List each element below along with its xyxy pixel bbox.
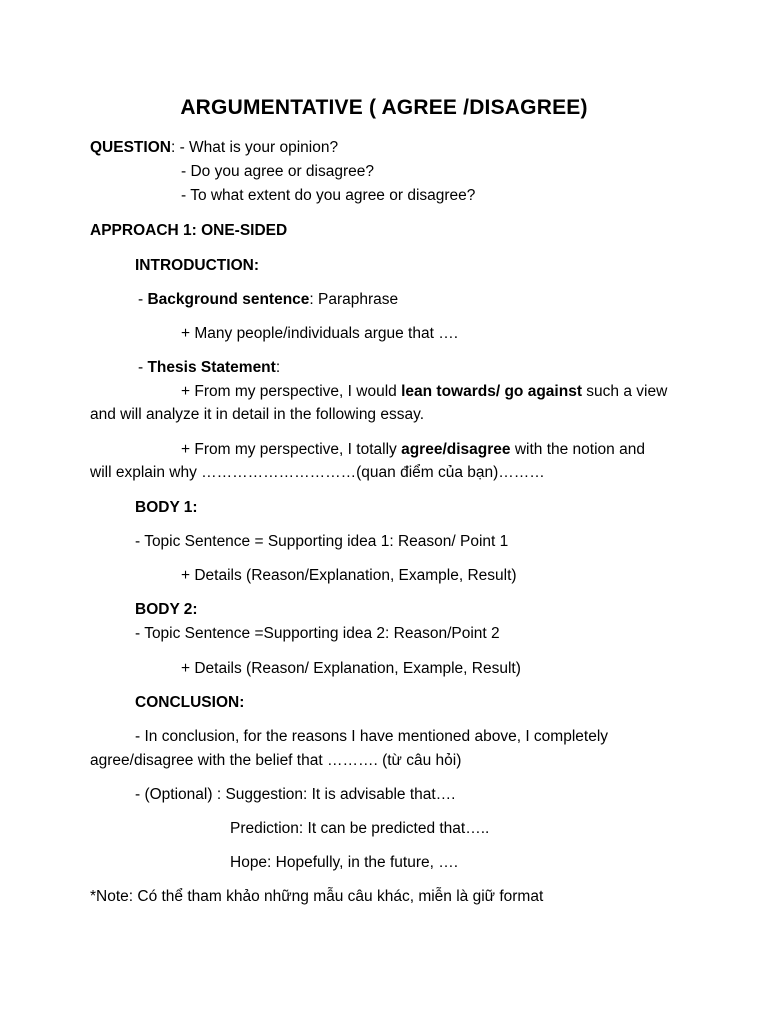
thesis-statement-line	[138, 358, 280, 378]
thesis1-text-a: + From my perspective, I would	[181, 383, 402, 400]
thesis1-separator: /	[495, 383, 505, 400]
body1-details: + Details (Reason/Explanation, Example, Result)	[181, 567, 517, 584]
thesis1-bold-lean: lean towards	[401, 383, 496, 400]
thesis-label: Thesis Statement	[147, 359, 276, 376]
thesis1-text-c: such a view	[581, 383, 668, 400]
question-line-3: - To what extent do you agree or disagree?	[181, 187, 476, 204]
conclusion-optional: - (Optional) : Suggestion: It is advisable that….	[135, 786, 456, 803]
document-title: ARGUMENTATIVE ( AGREE /DISAGREE)	[180, 96, 588, 119]
background-text: : Paraphrase	[309, 291, 399, 308]
thesis1-bold-against: go against	[504, 383, 582, 400]
question-line-2: - Do you agree or disagree?	[181, 163, 375, 180]
footnote: *Note: Có thể tham khảo những mẫu câu khác, miễn là giữ format	[90, 888, 544, 905]
thesis2-bold: agree/disagree	[401, 441, 511, 458]
question-text-1: : - What is your opinion?	[170, 139, 339, 156]
thesis-option-2-continued: will explain why …………………………(quan điểm của bạn)………	[90, 464, 545, 481]
body2-heading: BODY 2:	[135, 601, 198, 618]
conclusion-prediction: Prediction: It can be predicted that…..	[230, 820, 490, 837]
background-label: Background sentence	[147, 291, 310, 308]
question-line-1	[90, 138, 338, 158]
thesis-option-1-continued: and will analyze it in detail in the following essay.	[90, 406, 425, 423]
thesis-option-2	[181, 440, 645, 460]
thesis-option-1	[181, 382, 667, 402]
conclusion-heading: CONCLUSION:	[135, 694, 245, 711]
introduction-heading: INTRODUCTION:	[135, 257, 259, 274]
thesis2-text-c: with the notion and	[510, 441, 645, 458]
background-example: + Many people/individuals argue that ….	[181, 325, 459, 342]
conclusion-hope: Hope: Hopefully, in the future, ….	[230, 854, 459, 871]
thesis-colon: :	[275, 359, 281, 376]
body1-topic: - Topic Sentence = Supporting idea 1: Reason/ Point 1	[135, 533, 509, 550]
conclusion-line-2: agree/disagree with the belief that ………. (từ câu hỏi)	[90, 752, 462, 769]
question-label: QUESTION	[90, 139, 171, 156]
thesis-prefix: -	[138, 359, 148, 376]
background-sentence-line	[138, 290, 398, 310]
thesis2-text-a: + From my perspective, I totally	[181, 441, 402, 458]
body2-topic: - Topic Sentence =Supporting idea 2: Reason/Point 2	[135, 625, 500, 642]
body2-details: + Details (Reason/ Explanation, Example, Result)	[181, 660, 521, 677]
approach-heading: APPROACH 1: ONE-SIDED	[90, 222, 288, 239]
background-prefix: -	[138, 291, 148, 308]
body1-heading: BODY 1:	[135, 499, 198, 516]
conclusion-line-1: - In conclusion, for the reasons I have mentioned above, I completely	[135, 728, 609, 745]
